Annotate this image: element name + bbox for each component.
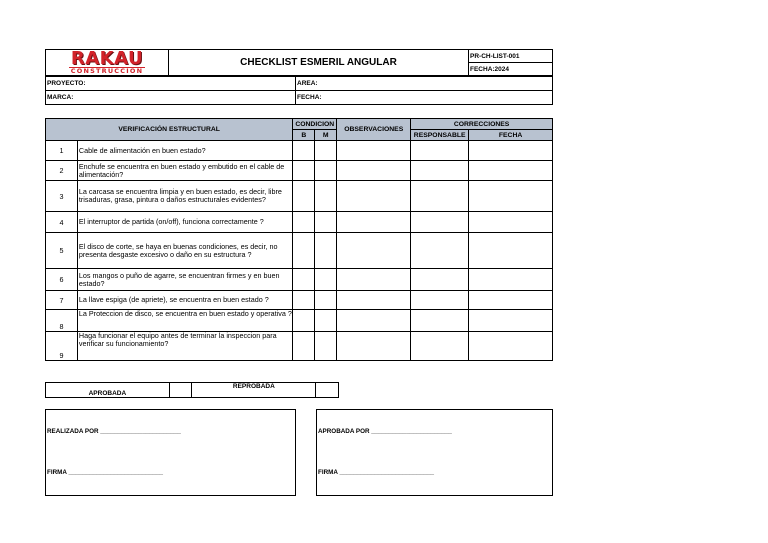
firma-line-left[interactable]: FIRMA ___________________________ <box>47 469 164 476</box>
cell-fecha[interactable] <box>469 332 553 361</box>
cell-m[interactable] <box>315 212 337 233</box>
cell-observaciones[interactable] <box>337 332 411 361</box>
info-table <box>45 76 553 105</box>
aprobada-por-line[interactable]: APROBADA POR _______________________ <box>318 428 452 435</box>
cell-observaciones[interactable] <box>337 291 411 310</box>
cell-responsable[interactable] <box>411 181 469 212</box>
header-correcciones: CORRECCIONES <box>411 119 553 130</box>
aprobada-label: APROBADA <box>46 383 170 398</box>
cell-m[interactable] <box>315 141 337 161</box>
header-m: M <box>315 130 337 141</box>
cell-responsable[interactable] <box>411 269 469 291</box>
cell-fecha[interactable] <box>469 141 553 161</box>
row-number: 2 <box>46 161 78 181</box>
cell-responsable[interactable] <box>411 141 469 161</box>
cell-b[interactable] <box>293 181 315 212</box>
cell-m[interactable] <box>315 233 337 269</box>
cell-b[interactable] <box>293 212 315 233</box>
row-number: 6 <box>46 269 78 291</box>
header-fecha: FECHA <box>469 130 553 141</box>
row-item-text: Enchufe se encuentra en buen estado y embutido en el cable de alimentación? <box>77 161 292 181</box>
cell-responsable[interactable] <box>411 233 469 269</box>
checklist-table <box>45 118 553 361</box>
table-row <box>46 291 553 310</box>
area-field[interactable]: AREA: <box>296 77 553 91</box>
cell-fecha[interactable] <box>469 269 553 291</box>
table-row <box>46 233 553 269</box>
marca-field[interactable]: MARCA: <box>46 91 296 105</box>
row-number: 8 <box>46 310 78 332</box>
table-row <box>46 181 553 212</box>
table-row <box>46 310 553 332</box>
cell-m[interactable] <box>315 269 337 291</box>
cell-b[interactable] <box>293 291 315 310</box>
row-item-text: El interruptor de partida (on/off), funciona correctamente ? <box>77 212 292 233</box>
cell-fecha[interactable] <box>469 181 553 212</box>
row-number: 5 <box>46 233 78 269</box>
header-condicion: CONDICION <box>293 119 337 130</box>
logo-wordmark: RAKAU <box>70 47 144 69</box>
approval-row <box>45 382 339 398</box>
fecha-field[interactable]: FECHA: <box>296 91 553 105</box>
cell-observaciones[interactable] <box>337 141 411 161</box>
cell-m[interactable] <box>315 332 337 361</box>
cell-responsable[interactable] <box>411 212 469 233</box>
reprobada-checkbox[interactable] <box>316 383 339 398</box>
cell-fecha[interactable] <box>469 161 553 181</box>
cell-b[interactable] <box>293 141 315 161</box>
cell-responsable[interactable] <box>411 332 469 361</box>
cell-observaciones[interactable] <box>337 181 411 212</box>
cell-b[interactable] <box>293 332 315 361</box>
signature-box-aprobada <box>316 409 553 496</box>
row-item-text: El disco de corte, se haya en buenas condiciones, es decir, no presenta desgaste excesivo o daño en su estructura ? <box>77 233 292 269</box>
cell-observaciones[interactable] <box>337 233 411 269</box>
row-number: 3 <box>46 181 78 212</box>
header-responsable: RESPONSABLE <box>411 130 469 141</box>
row-item-text: La carcasa se encuentra limpia y en buen estado, es decir, libre trisaduras, grasa, pintura o daños estructurales evidentes? <box>77 181 292 212</box>
realizada-por-line[interactable]: REALIZADA POR _______________________ <box>47 428 181 435</box>
cell-responsable[interactable] <box>411 161 469 181</box>
cell-m[interactable] <box>315 161 337 181</box>
aprobada-checkbox[interactable] <box>169 383 192 398</box>
cell-b[interactable] <box>293 310 315 332</box>
row-item-text: La Proteccion de disco, se encuentra en buen estado y operativa ? <box>77 310 292 332</box>
header-verificacion: VERIFICACIÓN ESTRUCTURAL <box>46 119 293 141</box>
row-item-text: Los mangos o puño de agarre, se encuentran firmes y en buen estado? <box>77 269 292 291</box>
cell-fecha[interactable] <box>469 291 553 310</box>
cell-m[interactable] <box>315 291 337 310</box>
cell-responsable[interactable] <box>411 291 469 310</box>
cell-observaciones[interactable] <box>337 212 411 233</box>
cell-b[interactable] <box>293 233 315 269</box>
company-logo <box>46 47 169 76</box>
firma-line-right[interactable]: FIRMA ___________________________ <box>318 469 435 476</box>
table-row <box>46 269 553 291</box>
cell-observaciones[interactable] <box>337 269 411 291</box>
signature-box-realizada <box>45 409 296 496</box>
reprobada-label: REPROBADA <box>192 383 316 398</box>
cell-fecha[interactable] <box>469 212 553 233</box>
table-row <box>46 212 553 233</box>
cell-b[interactable] <box>293 161 315 181</box>
cell-fecha[interactable] <box>469 233 553 269</box>
cell-observaciones[interactable] <box>337 161 411 181</box>
row-item-text: Haga funcionar el equipo antes de terminar la inspeccion para verificar su funcionamiento? <box>77 332 292 361</box>
document-title: CHECKLIST ESMERIL ANGULAR <box>169 50 469 76</box>
cell-m[interactable] <box>315 181 337 212</box>
row-number: 7 <box>46 291 78 310</box>
cell-observaciones[interactable] <box>337 310 411 332</box>
proyecto-field[interactable]: PROYECTO: <box>46 77 296 91</box>
document-date: FECHA:2024 <box>469 63 553 76</box>
row-number: 9 <box>46 332 78 361</box>
document-code: PR-CH-LIST-001 <box>469 50 553 63</box>
row-number: 1 <box>46 141 78 161</box>
cell-responsable[interactable] <box>411 310 469 332</box>
table-row <box>46 141 553 161</box>
cell-m[interactable] <box>315 310 337 332</box>
header-b: B <box>293 130 315 141</box>
row-item-text: Cable de alimentación en buen estado? <box>77 141 292 161</box>
header-observaciones: OBSERVACIONES <box>337 119 411 141</box>
logo-subtitle: CONSTRUCCION <box>70 66 144 75</box>
row-number: 4 <box>46 212 78 233</box>
cell-fecha[interactable] <box>469 310 553 332</box>
row-item-text: La llave espiga (de apriete), se encuentra en buen estado ? <box>77 291 292 310</box>
cell-b[interactable] <box>293 269 315 291</box>
document-header <box>45 49 553 76</box>
table-row <box>46 161 553 181</box>
table-row <box>46 332 553 361</box>
